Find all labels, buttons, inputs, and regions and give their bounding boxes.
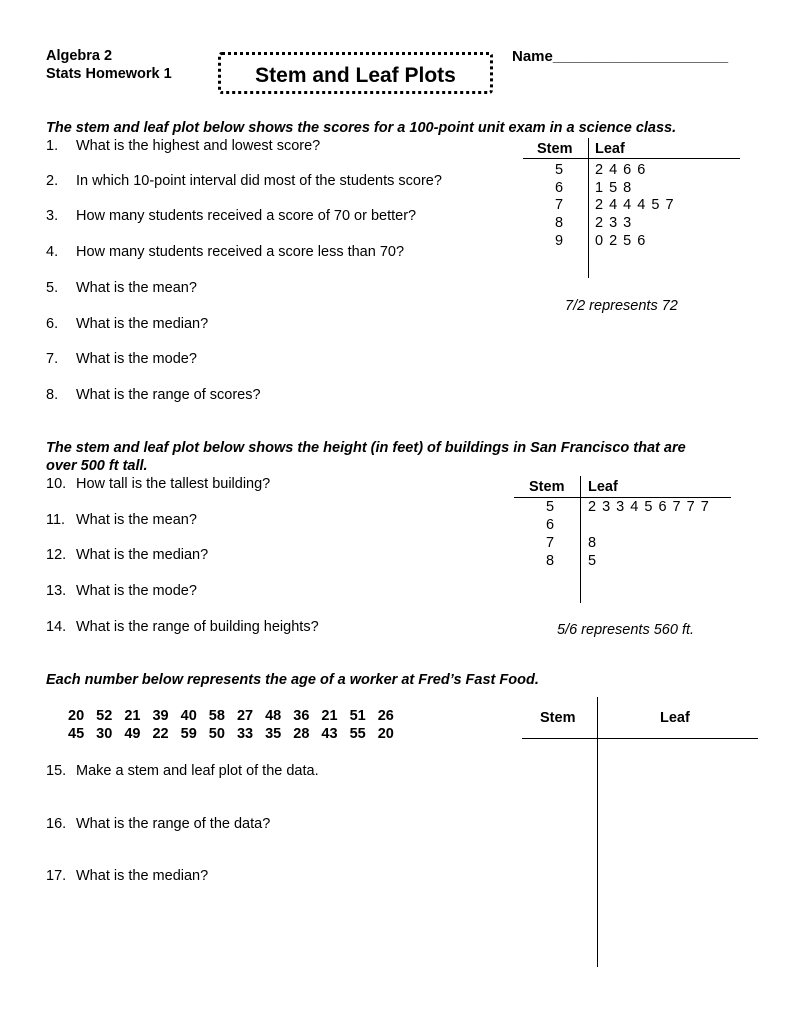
question-16: 16. What is the range of the data? — [46, 816, 271, 832]
question-6: 6. What is the median? — [46, 316, 209, 332]
plot-key: 5/6 represents 560 ft. — [557, 622, 695, 638]
plot-vertical-rule — [580, 476, 581, 603]
section2-intro-line1: The stem and leaf plot below shows the height (in feet) of buildings in San Francisco that are — [46, 440, 686, 456]
leaf-values: 8 — [588, 535, 598, 551]
plot-vertical-rule — [588, 138, 589, 278]
question-3: 3. How many students received a score of 70 or better? — [46, 208, 417, 224]
stem-header: Stem — [529, 479, 565, 495]
leaf-header: Leaf — [595, 141, 625, 157]
plot-horizontal-rule — [522, 738, 758, 739]
stem-value: 8 — [554, 215, 564, 231]
question-14: 14. What is the range of building heights? — [46, 619, 319, 635]
section2-intro-line2: over 500 ft tall. — [46, 458, 148, 474]
question-1: 1. What is the highest and lowest score? — [46, 138, 321, 154]
leaf-values: 5 — [588, 553, 598, 569]
plot-horizontal-rule — [523, 158, 740, 159]
question-2: 2. In which 10-point interval did most of the students score? — [46, 173, 442, 189]
title-box — [218, 52, 493, 94]
stem-value: 6 — [545, 517, 555, 533]
stem-value: 5 — [545, 499, 555, 515]
question-7: 7. What is the mode? — [46, 351, 197, 367]
assignment-label: Stats Homework 1 — [46, 66, 172, 82]
question-12: 12. What is the median? — [46, 547, 209, 563]
plot-horizontal-rule — [514, 497, 731, 498]
question-15: 15. Make a stem and leaf plot of the data. — [46, 763, 319, 779]
question-13: 13. What is the mode? — [46, 583, 197, 599]
ages-row-1: 20 52 21 39 40 58 27 48 36 21 51 26 — [68, 708, 394, 724]
question-17: 17. What is the median? — [46, 868, 209, 884]
plot-key: 7/2 represents 72 — [565, 298, 678, 314]
page-title: Stem and Leaf Plots — [255, 64, 456, 87]
stem-value: 6 — [554, 180, 564, 196]
leaf-header: Leaf — [588, 479, 618, 495]
leaf-header: Leaf — [660, 710, 690, 726]
course-label: Algebra 2 — [46, 48, 113, 64]
question-11: 11. What is the mean? — [46, 512, 197, 528]
leaf-values: 1 5 8 — [595, 180, 633, 196]
question-10: 10. How tall is the tallest building? — [46, 476, 271, 492]
leaf-values: 2 3 3 — [595, 215, 633, 231]
stem-value: 5 — [554, 162, 564, 178]
stem-value: 7 — [545, 535, 555, 551]
stem-value: 9 — [554, 233, 564, 249]
stem-header: Stem — [537, 141, 573, 157]
leaf-values: 2 4 6 6 — [595, 162, 647, 178]
question-8: 8. What is the range of scores? — [46, 387, 261, 403]
stem-header: Stem — [540, 710, 576, 726]
section3-intro: Each number below represents the age of a worker at Fred’s Fast Food. — [46, 672, 539, 688]
leaf-values: 0 2 5 6 — [595, 233, 647, 249]
section1-intro: The stem and leaf plot below shows the scores for a 100-point unit exam in a science class. — [46, 120, 677, 136]
question-5: 5. What is the mean? — [46, 280, 197, 296]
question-4: 4. How many students received a score less than 70? — [46, 244, 405, 260]
stem-value: 8 — [545, 553, 555, 569]
ages-row-2: 45 30 49 22 59 50 33 35 28 43 55 20 — [68, 726, 394, 742]
leaf-values: 2 4 4 4 5 7 — [595, 197, 675, 213]
leaf-values: 2 3 3 4 5 6 7 7 7 — [588, 499, 710, 515]
name-field[interactable]: Name_____________________ — [512, 48, 729, 65]
plot-vertical-rule — [597, 697, 598, 967]
stem-value: 7 — [554, 197, 564, 213]
